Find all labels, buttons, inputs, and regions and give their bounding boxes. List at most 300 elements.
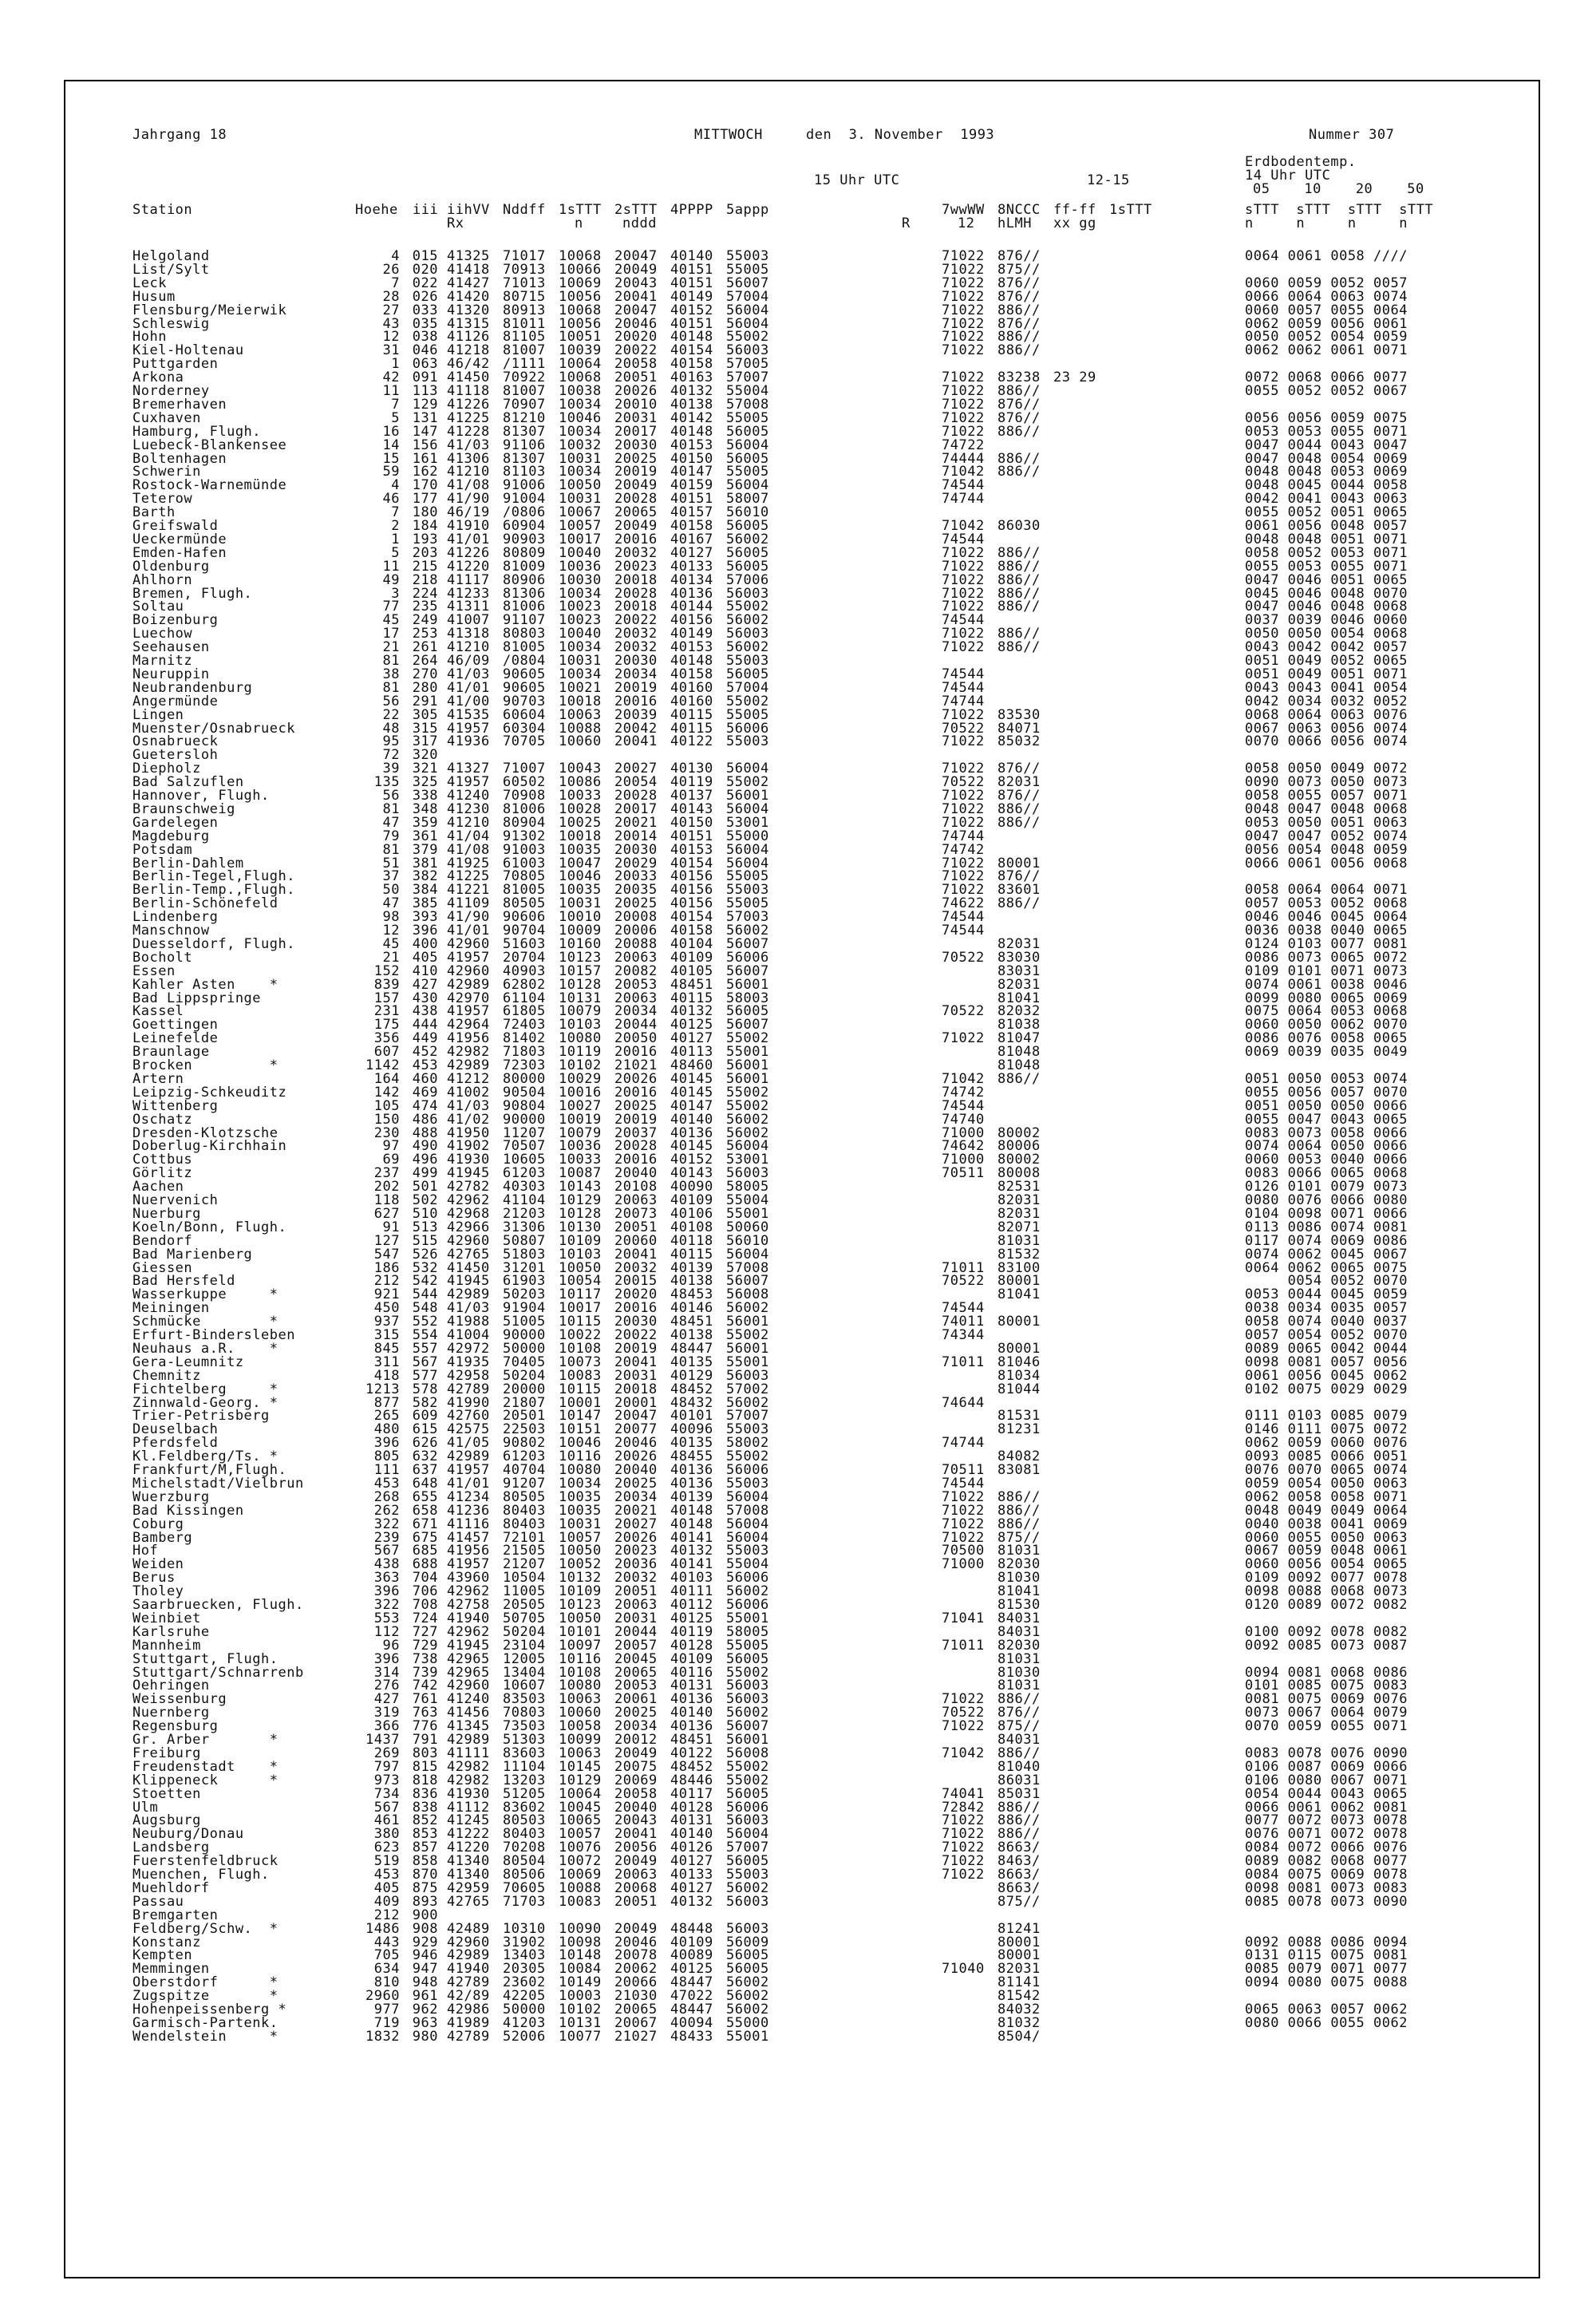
nddff-value: 41104 [503, 1192, 546, 1208]
soil-temps: 0073 0067 0064 0079 [1245, 1705, 1408, 1721]
pressure-4pppp: 40163 [670, 370, 713, 386]
station-height: 319 [373, 1705, 400, 1721]
col-1sttt-b: 1sTTT [1109, 202, 1152, 218]
tendency-5appp: 56002 [726, 531, 769, 547]
soil-temps: 0061 0056 0048 0057 [1245, 518, 1408, 534]
pressure-4pppp: 48447 [670, 1974, 713, 1991]
tendency-5appp: 56006 [726, 1597, 769, 1613]
cloud-8nccc: 886// [998, 302, 1041, 318]
station-height: 56 [382, 693, 400, 709]
station-name: Seehausen [132, 639, 210, 656]
tendency-5appp: 55001 [726, 1205, 769, 1222]
col-station: Station [132, 202, 193, 218]
tendency-5appp: 55003 [726, 1475, 769, 1492]
cloud-8nccc: 82032 [998, 1003, 1041, 1020]
soil-temps: 0050 0050 0054 0068 [1245, 626, 1408, 642]
tendency-5appp: 56006 [726, 720, 769, 737]
iihvv-value: 41245 [447, 1812, 490, 1829]
soil-temps: 0058 0050 0049 0072 [1245, 761, 1408, 777]
station-number: 671 [412, 1516, 438, 1532]
cloud-8nccc: 84082 [998, 1448, 1041, 1465]
station-name: Doberlug-Kirchhain [132, 1138, 287, 1155]
nddff-value: 71703 [503, 1893, 546, 1910]
cloud-8nccc: 81041 [998, 1583, 1041, 1600]
col-iihvv: iihVV [447, 202, 490, 218]
soil-temps: 0066 0061 0062 0081 [1245, 1799, 1408, 1816]
tendency-5appp: 58007 [726, 491, 769, 508]
pressure-4pppp: 40115 [670, 1246, 713, 1263]
iihvv-value: 42789 [447, 1974, 490, 1991]
cloud-8nccc: 81542 [998, 1988, 1041, 2005]
nddff-value: 91207 [503, 1475, 546, 1492]
observation-time-12-15: 12-15 [1087, 172, 1130, 188]
weather-7wwww: 71011 [942, 1637, 985, 1654]
station-height: 519 [373, 1853, 400, 1870]
station-height: 2960 [365, 1988, 400, 2005]
station-name: Rostock-Warnemünde [132, 477, 287, 494]
station-name: Ulm [132, 1799, 159, 1816]
soil-temps: 0062 0058 0058 0071 [1245, 1488, 1408, 1505]
weather-7wwww: 71022 [942, 288, 985, 305]
station-height: 450 [373, 1300, 400, 1317]
pressure-4pppp: 40134 [670, 571, 713, 588]
pressure-4pppp: 40147 [670, 464, 713, 480]
station-number: 438 [412, 1003, 438, 1020]
station-name: Emden-Hafen [132, 544, 227, 561]
weather-7wwww: 74544 [942, 909, 985, 926]
soil-temps: 0070 0059 0055 0071 [1245, 1718, 1408, 1735]
weather-7wwww: 71022 [942, 558, 985, 575]
station-height: 396 [373, 1583, 400, 1600]
station-name: Greifswald [132, 518, 219, 534]
pressure-4pppp: 40125 [670, 1961, 713, 1978]
station-number: 091 [412, 370, 438, 386]
temp-1sttt: 10016 [559, 1084, 602, 1101]
temp-2sttt: 20032 [614, 1570, 658, 1587]
station-height: 212 [373, 1907, 400, 1923]
station-height: 322 [373, 1516, 400, 1532]
station-name: Schwerin [132, 464, 201, 480]
temp-2sttt: 20016 [614, 1084, 658, 1101]
temp-1sttt: 10050 [559, 1610, 602, 1626]
station-height: 164 [373, 1070, 400, 1087]
pressure-4pppp: 40149 [670, 626, 713, 642]
temp-1sttt: 10097 [559, 1637, 602, 1654]
station-number: 632 [412, 1448, 438, 1465]
station-height: 7 [391, 396, 400, 413]
nddff-value: 81005 [503, 639, 546, 656]
station-name: Teterow [132, 491, 193, 508]
station-number: 444 [412, 1017, 438, 1033]
pressure-4pppp: 40119 [670, 1623, 713, 1640]
temp-1sttt: 10035 [559, 1502, 602, 1519]
soil-temps: 0056 0054 0048 0059 [1245, 841, 1408, 858]
iihvv-value: 41228 [447, 423, 490, 440]
nddff-value: 91004 [503, 491, 546, 508]
temp-2sttt: 20017 [614, 423, 658, 440]
nddff-value: 51205 [503, 1785, 546, 1802]
station-number: 552 [412, 1314, 438, 1330]
station-number: 427 [412, 976, 438, 993]
station-number: 708 [412, 1597, 438, 1613]
nddff-value: 81306 [503, 585, 546, 602]
tendency-5appp: 56005 [726, 518, 769, 534]
pressure-4pppp: 40160 [670, 693, 713, 709]
nddff-value: 71017 [503, 248, 546, 264]
temp-1sttt: 10039 [559, 342, 602, 359]
station-height: 607 [373, 1044, 400, 1061]
temp-2sttt: 20062 [614, 1961, 658, 1978]
nddff-value: 80904 [503, 814, 546, 831]
station-name: Passau [132, 1893, 184, 1910]
temp-1sttt: 10131 [559, 990, 602, 1006]
pressure-4pppp: 40130 [670, 761, 713, 777]
station-number: 658 [412, 1502, 438, 1519]
station-number: 515 [412, 1232, 438, 1249]
temp-2sttt: 20046 [614, 315, 658, 332]
station-number: 113 [412, 383, 438, 399]
col-r: R [902, 215, 911, 231]
station-height: 396 [373, 1435, 400, 1452]
tendency-5appp: 55003 [726, 1421, 769, 1438]
station-height: 1213 [365, 1381, 400, 1397]
soil-temps: 0089 0065 0042 0044 [1245, 1340, 1408, 1357]
tendency-5appp: 56005 [726, 666, 769, 682]
soil-temp-time: 14 Uhr UTC [1245, 168, 1331, 184]
temp-1sttt: 10033 [559, 1152, 602, 1168]
col-4pppp: 4PPPP [670, 202, 713, 218]
station-height: 45 [382, 935, 400, 952]
tendency-5appp: 56004 [726, 1246, 769, 1263]
station-number: 379 [412, 841, 438, 858]
temp-1sttt: 10051 [559, 329, 602, 346]
temp-1sttt: 10022 [559, 1327, 602, 1343]
tendency-5appp: 55002 [726, 693, 769, 709]
temp-1sttt: 10056 [559, 288, 602, 305]
station-name: Marnitz [132, 653, 193, 669]
temp-2sttt: 20025 [614, 1097, 658, 1114]
iihvv-value: 42964 [447, 1017, 490, 1033]
temp-1sttt: 10034 [559, 585, 602, 602]
cloud-8nccc: 886// [998, 1812, 1041, 1829]
iihvv-value: 41456 [447, 1705, 490, 1721]
soil-temps: 0061 0056 0045 0062 [1245, 1367, 1408, 1384]
pressure-4pppp: 40116 [670, 1664, 713, 1681]
weather-7wwww: 71022 [942, 733, 985, 750]
station-name: Kempten [132, 1947, 193, 1964]
temp-1sttt: 10063 [559, 1745, 602, 1761]
temp-2sttt: 20058 [614, 1785, 658, 1802]
nddff-value: 72403 [503, 1017, 546, 1033]
tendency-5appp: 55002 [726, 1772, 769, 1788]
tendency-5appp: 55004 [726, 1556, 769, 1573]
station-number: 305 [412, 706, 438, 723]
station-name: Leck [132, 275, 167, 291]
nddff-value: 70922 [503, 370, 546, 386]
soil-temps: 0098 0088 0068 0073 [1245, 1583, 1408, 1600]
pressure-4pppp: 48455 [670, 1448, 713, 1465]
weather-7wwww: 71022 [942, 626, 985, 642]
station-number: 655 [412, 1488, 438, 1505]
iihvv-value: 42989 [447, 976, 490, 993]
temp-2sttt: 20023 [614, 558, 658, 575]
soil-temps: 0060 0055 0050 0063 [1245, 1529, 1408, 1546]
nddff-value: 10607 [503, 1678, 546, 1694]
weather-7wwww: 74744 [942, 491, 985, 508]
station-height: 453 [373, 1867, 400, 1883]
station-number: 544 [412, 1286, 438, 1303]
station-name: Zinnwald-Georg. * [132, 1394, 279, 1411]
nddff-value: 21203 [503, 1205, 546, 1222]
station-name: Wuerzburg [132, 1488, 210, 1505]
cloud-8nccc: 875// [998, 1718, 1041, 1735]
pressure-4pppp: 40151 [670, 491, 713, 508]
station-name: Kiel-Holtenau [132, 342, 244, 359]
station-height: 12 [382, 329, 400, 346]
pressure-4pppp: 40105 [670, 962, 713, 979]
soil-temp-title: Erdbodentemp. [1245, 154, 1357, 170]
station-height: 405 [373, 1879, 400, 1896]
soil-temps: 0072 0068 0066 0077 [1245, 370, 1408, 386]
cloud-8nccc: 80002 [998, 1152, 1041, 1168]
station-name: Garmisch-Partenk. [132, 2014, 279, 2031]
cloud-8nccc: 886// [998, 1799, 1041, 1816]
temp-2sttt: 20047 [614, 302, 658, 318]
temp-1sttt: 10101 [559, 1623, 602, 1640]
nddff-value: 81011 [503, 315, 546, 332]
soil-temps: 0062 0059 0060 0076 [1245, 1435, 1408, 1452]
station-number: 615 [412, 1421, 438, 1438]
station-name: Artern [132, 1070, 184, 1087]
tendency-5appp: 56005 [726, 1003, 769, 1020]
temp-1sttt: 10036 [559, 1138, 602, 1155]
weather-7wwww: 70511 [942, 1165, 985, 1182]
iihvv-value: 41/00 [447, 693, 490, 709]
nddff-value: 20704 [503, 949, 546, 966]
station-number: 858 [412, 1853, 438, 1870]
temp-1sttt: 10098 [559, 1934, 602, 1950]
weather-7wwww: 71022 [942, 423, 985, 440]
soil-temps: 0048 0048 0053 0069 [1245, 464, 1408, 480]
station-height: 396 [373, 1650, 400, 1667]
nddff-value: 90802 [503, 1435, 546, 1452]
nddff-value: 80403 [503, 1516, 546, 1532]
temp-1sttt: 10088 [559, 1879, 602, 1896]
soil-temps: 0098 0081 0073 0083 [1245, 1879, 1408, 1896]
station-name: Coburg [132, 1516, 184, 1532]
station-name: Dresden-Klotzsche [132, 1124, 279, 1141]
cloud-8nccc: 876// [998, 315, 1041, 332]
weather-7wwww: 71022 [942, 639, 985, 656]
nddff-value: 21207 [503, 1556, 546, 1573]
nddff-value: 11207 [503, 1124, 546, 1141]
station-name: Gr. Arber * [132, 1732, 279, 1748]
station-number: 578 [412, 1381, 438, 1397]
cloud-8nccc: 85031 [998, 1785, 1041, 1802]
temp-2sttt: 20020 [614, 1286, 658, 1303]
station-name: Manschnow [132, 923, 210, 939]
iihvv-value: 41956 [447, 1030, 490, 1047]
cloud-8nccc: 876// [998, 409, 1041, 426]
tendency-5appp: 56002 [726, 1974, 769, 1991]
iihvv-value: 42959 [447, 1879, 490, 1896]
station-name: Barth [132, 504, 176, 521]
iihvv-value: 41/05 [447, 1435, 490, 1452]
station-number: 063 [412, 356, 438, 373]
station-height: 95 [382, 733, 400, 750]
station-number: 381 [412, 855, 438, 871]
station-number: 502 [412, 1192, 438, 1208]
soil-temps: 0131 0115 0075 0081 [1245, 1947, 1408, 1964]
pressure-4pppp: 40167 [670, 531, 713, 547]
station-number: 033 [412, 302, 438, 318]
iihvv-value: 41222 [447, 1826, 490, 1843]
temp-2sttt: 20030 [614, 1314, 658, 1330]
temp-2sttt: 21021 [614, 1057, 658, 1073]
nddff-value: 71803 [503, 1044, 546, 1061]
tendency-5appp: 56006 [726, 1570, 769, 1587]
tendency-5appp: 55001 [726, 1354, 769, 1370]
iihvv-value: 41/90 [447, 909, 490, 926]
soil-temps: 0058 0052 0053 0071 [1245, 544, 1408, 561]
iihvv-value: 41210 [447, 464, 490, 480]
station-height: 973 [373, 1772, 400, 1788]
temp-1sttt: 10068 [559, 370, 602, 386]
station-height: 4 [391, 248, 400, 264]
station-height: 634 [373, 1961, 400, 1978]
station-number: 836 [412, 1785, 438, 1802]
soil-temps: 0077 0072 0073 0078 [1245, 1812, 1408, 1829]
cloud-8nccc: 886// [998, 464, 1041, 480]
nddff-value: 50203 [503, 1286, 546, 1303]
iihvv-value: 42960 [447, 1678, 490, 1694]
station-number: 338 [412, 788, 438, 804]
iihvv-value: 42758 [447, 1597, 490, 1613]
temp-1sttt: 10050 [559, 477, 602, 494]
temp-2sttt: 20065 [614, 2002, 658, 2017]
station-number: 513 [412, 1219, 438, 1235]
temp-2sttt: 20049 [614, 1853, 658, 1870]
station-height: 21 [382, 949, 400, 966]
station-number: 548 [412, 1300, 438, 1317]
station-height: 231 [373, 1003, 400, 1020]
station-number: 857 [412, 1840, 438, 1856]
pressure-4pppp: 40146 [670, 1300, 713, 1317]
cloud-8nccc: 876// [998, 788, 1041, 804]
cloud-8nccc: 886// [998, 558, 1041, 575]
tendency-5appp: 56004 [726, 800, 769, 817]
station-name: Bremgarten [132, 1907, 219, 1923]
station-name: Bremerhaven [132, 396, 227, 413]
weather-7wwww: 74642 [942, 1138, 985, 1155]
temp-2sttt: 20018 [614, 599, 658, 615]
station-height: 79 [382, 828, 400, 844]
station-height: 839 [373, 976, 400, 993]
iihvv-value: 42789 [447, 1381, 490, 1397]
nddff-value: 13404 [503, 1664, 546, 1681]
soil-temps: 0055 0053 0055 0071 [1245, 558, 1408, 575]
weather-7wwww: 71022 [942, 248, 985, 264]
soil-temps: 0047 0044 0043 0047 [1245, 437, 1408, 453]
station-number: 637 [412, 1462, 438, 1478]
station-number: 557 [412, 1340, 438, 1357]
station-name: Deuselbach [132, 1421, 219, 1438]
cloud-8nccc: 8504/ [998, 2028, 1041, 2045]
station-number: 359 [412, 814, 438, 831]
pressure-4pppp: 40158 [670, 923, 713, 939]
temp-1sttt: 10031 [559, 450, 602, 467]
soil-depths: 05 10 20 50 [1253, 181, 1424, 197]
station-number: 499 [412, 1165, 438, 1182]
tendency-5appp: 56003 [726, 1367, 769, 1384]
temp-2sttt: 20019 [614, 1340, 658, 1357]
soil-temps: 0060 0050 0062 0070 [1245, 1017, 1408, 1033]
station-number: 532 [412, 1259, 438, 1276]
temp-2sttt: 20035 [614, 882, 658, 899]
tendency-5appp: 58002 [726, 1435, 769, 1452]
station-number: 948 [412, 1974, 438, 1991]
station-name: Cuxhaven [132, 409, 201, 426]
nddff-value: 70507 [503, 1138, 546, 1155]
soil-temps: 0047 0046 0051 0065 [1245, 571, 1408, 588]
cloud-8nccc: 81141 [998, 1974, 1041, 1991]
temp-2sttt: 20028 [614, 585, 658, 602]
station-number: 410 [412, 962, 438, 979]
temp-2sttt: 20029 [614, 855, 658, 871]
temp-1sttt: 10060 [559, 733, 602, 750]
station-height: 269 [373, 1745, 400, 1761]
cloud-8nccc: 81532 [998, 1246, 1041, 1263]
temp-1sttt: 10034 [559, 666, 602, 682]
jahrgang-label: Jahrgang 18 [132, 127, 227, 143]
col-ff-sub: xx gg [1053, 215, 1096, 231]
station-number: 035 [412, 315, 438, 332]
iihvv-value: 42989 [447, 1947, 490, 1964]
temp-2sttt: 20022 [614, 1327, 658, 1343]
iihvv-value: 41989 [447, 2014, 490, 2031]
weather-7wwww: 74544 [942, 1097, 985, 1114]
cloud-8nccc: 80008 [998, 1165, 1041, 1182]
nddff-value: 81007 [503, 342, 546, 359]
station-number: 706 [412, 1583, 438, 1600]
iihvv-value: 41225 [447, 868, 490, 885]
iihvv-value: 41450 [447, 370, 490, 386]
col-iii: iii [413, 202, 439, 218]
soil-temps: 0085 0079 0071 0077 [1245, 1961, 1408, 1978]
station-number: 218 [412, 571, 438, 588]
soil-temps: 0060 0056 0054 0065 [1245, 1556, 1408, 1573]
iihvv-value: 41325 [447, 248, 490, 264]
temp-1sttt: 10147 [559, 1408, 602, 1425]
temp-1sttt: 10080 [559, 1462, 602, 1478]
cloud-8nccc: 84031 [998, 1732, 1041, 1748]
station-height: 239 [373, 1529, 400, 1546]
temp-1sttt: 10043 [559, 761, 602, 777]
pressure-4pppp: 40127 [670, 1879, 713, 1896]
station-name: Berlin-Tegel,Flugh. [132, 868, 295, 885]
temp-1sttt: 10038 [559, 383, 602, 399]
station-height: 59 [382, 464, 400, 480]
station-number: 704 [412, 1570, 438, 1587]
station-name: Brocken * [132, 1057, 279, 1073]
station-height: 314 [373, 1664, 400, 1681]
weather-7wwww: 71022 [942, 1691, 985, 1708]
station-height: 921 [373, 1286, 400, 1303]
station-height: 81 [382, 841, 400, 858]
station-height: 262 [373, 1502, 400, 1519]
temp-1sttt: 10057 [559, 518, 602, 534]
cloud-8nccc: 81034 [998, 1367, 1041, 1384]
